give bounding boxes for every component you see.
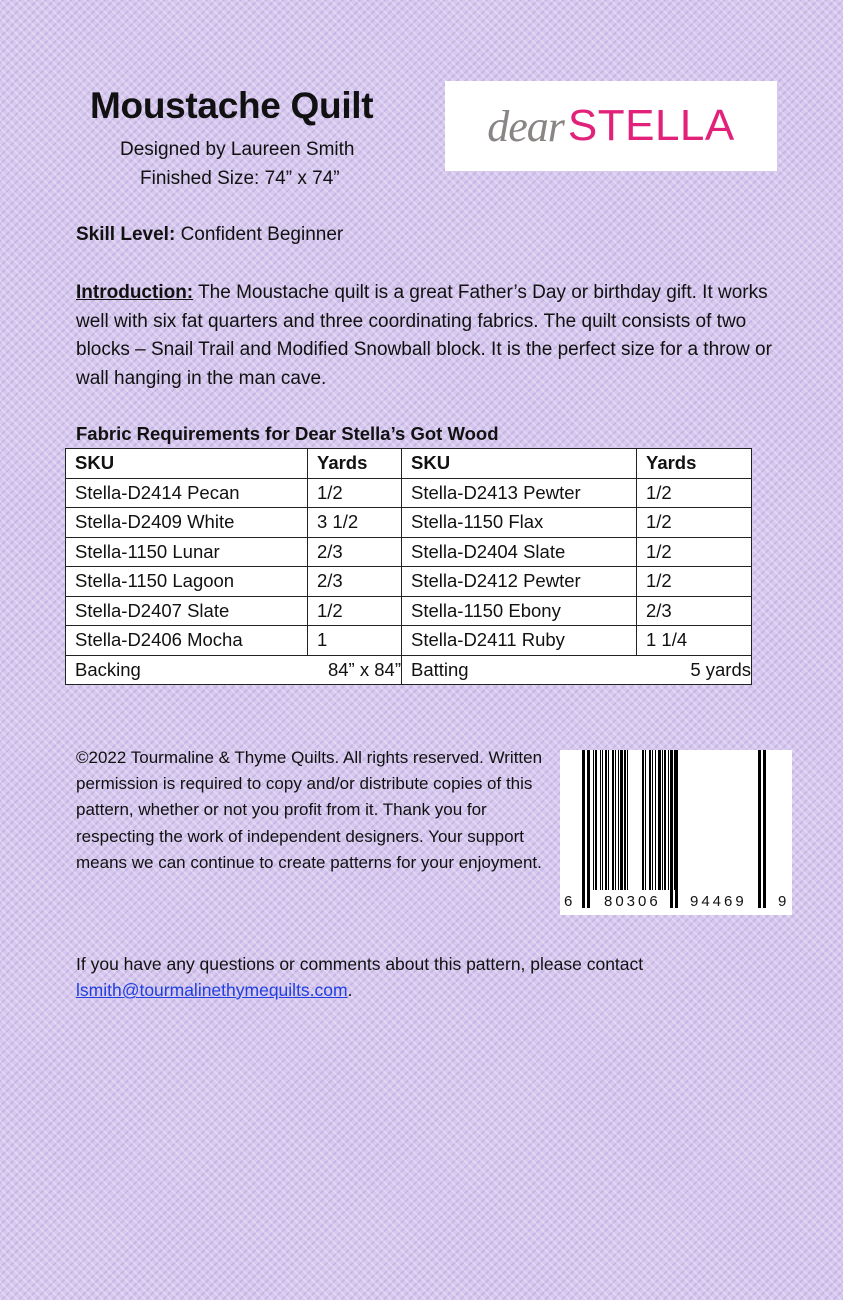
copyright-notice: ©2022 Tourmaline & Thyme Quilts. All rights reserved. Written permission is required to copy and/or distribute copies of this pattern, whether or not you profit from it. Thank you for respecting the work of independent designers. Your support means we can continue to create patterns for your enjoyment. [76, 748, 543, 872]
fabric-requirements-title: Fabric Requirements for Dear Stella’s Got Wood [76, 423, 499, 444]
barcode-check-digit: 9 [778, 893, 787, 910]
yards-cell: 1/2 [308, 478, 402, 508]
backing-cell [66, 655, 402, 685]
yards-cell: 1 1/4 [637, 626, 752, 656]
contact-text: If you have any questions or comments about this pattern, please contact [76, 954, 644, 974]
dear-stella-logo [445, 81, 777, 171]
header-yards: Yards [637, 449, 752, 479]
designer-credit: Designed by Laureen Smith [120, 139, 355, 160]
table-row [66, 596, 752, 626]
yards-cell: 1/2 [308, 596, 402, 626]
batting-value: 5 yards [690, 658, 751, 680]
batting-cell [402, 655, 752, 685]
contact-note [76, 951, 796, 1003]
sku-cell: Stella-D2411 Ruby [402, 626, 637, 656]
barcode-bars [582, 750, 762, 890]
finished-size: Finished Size: 74” x 74” [140, 168, 340, 189]
sku-cell: Stella-1150 Lunar [66, 537, 308, 567]
contact-email-link[interactable]: lsmith@tourmalinethymequilts.com [76, 980, 348, 1000]
sku-cell: Stella-1150 Ebony [402, 596, 637, 626]
sku-cell: Stella-1150 Lagoon [66, 567, 308, 597]
logo-stella-text: STELLA [567, 101, 735, 150]
header-sku: SKU [66, 449, 308, 479]
introduction [76, 279, 796, 393]
fabric-requirements-table [65, 448, 752, 685]
barcode-right-group: 94469 [690, 893, 747, 910]
yards-cell: 1 [308, 626, 402, 656]
sku-cell: Stella-D2413 Pewter [402, 478, 637, 508]
table-footer-row [66, 655, 752, 685]
skill-level-label: Skill Level: [76, 224, 176, 245]
barcode-guard-bar [763, 750, 766, 908]
introduction-text: The Moustache quilt is a great Father’s Day or birthday gift. It works well with six fat quarters and three coordinating fabrics. The quilt consists of two blocks – Snail Trail and Modified Snowball block. It is the perfect size for a throw or wall hanging in the man cave. [76, 282, 772, 389]
pattern-title: Moustache Quilt [90, 85, 374, 126]
yards-cell: 1/2 [637, 537, 752, 567]
yards-cell: 1/2 [637, 508, 752, 538]
sku-cell: Stella-D2407 Slate [66, 596, 308, 626]
yards-cell: 1/2 [637, 478, 752, 508]
sku-cell: Stella-D2414 Pecan [66, 478, 308, 508]
sku-cell: Stella-D2412 Pewter [402, 567, 637, 597]
barcode-lead-digit: 6 [564, 893, 573, 910]
yards-cell: 2/3 [308, 567, 402, 597]
backing-value: 84” x 84” [327, 658, 401, 680]
contact-period: . [347, 980, 353, 1000]
table-header-row [66, 449, 752, 479]
table-row [66, 508, 752, 538]
header-sku: SKU [402, 449, 637, 479]
yards-cell: 2/3 [637, 596, 752, 626]
sku-cell: Stella-D2409 White [66, 508, 308, 538]
logo-dear-text: dear [487, 101, 564, 151]
yards-cell: 2/3 [308, 537, 402, 567]
yards-cell: 3 1/2 [308, 508, 402, 538]
introduction-label: Introduction: [76, 282, 194, 303]
yards-cell: 1/2 [637, 567, 752, 597]
skill-level [76, 223, 343, 247]
backing-label: Backing [75, 658, 141, 680]
barcode-left-group: 80306 [604, 893, 661, 910]
table-row [66, 478, 752, 508]
sku-cell: Stella-D2404 Slate [402, 537, 637, 567]
sku-cell: Stella-1150 Flax [402, 508, 637, 538]
batting-label: Batting [411, 658, 469, 680]
upc-barcode [560, 750, 792, 915]
skill-level-value: Confident Beginner [180, 224, 344, 245]
table-row [66, 537, 752, 567]
table-row [66, 567, 752, 597]
barcode-bar [688, 750, 689, 890]
sku-cell: Stella-D2406 Mocha [66, 626, 308, 656]
header-yards: Yards [308, 449, 402, 479]
table-row [66, 626, 752, 656]
